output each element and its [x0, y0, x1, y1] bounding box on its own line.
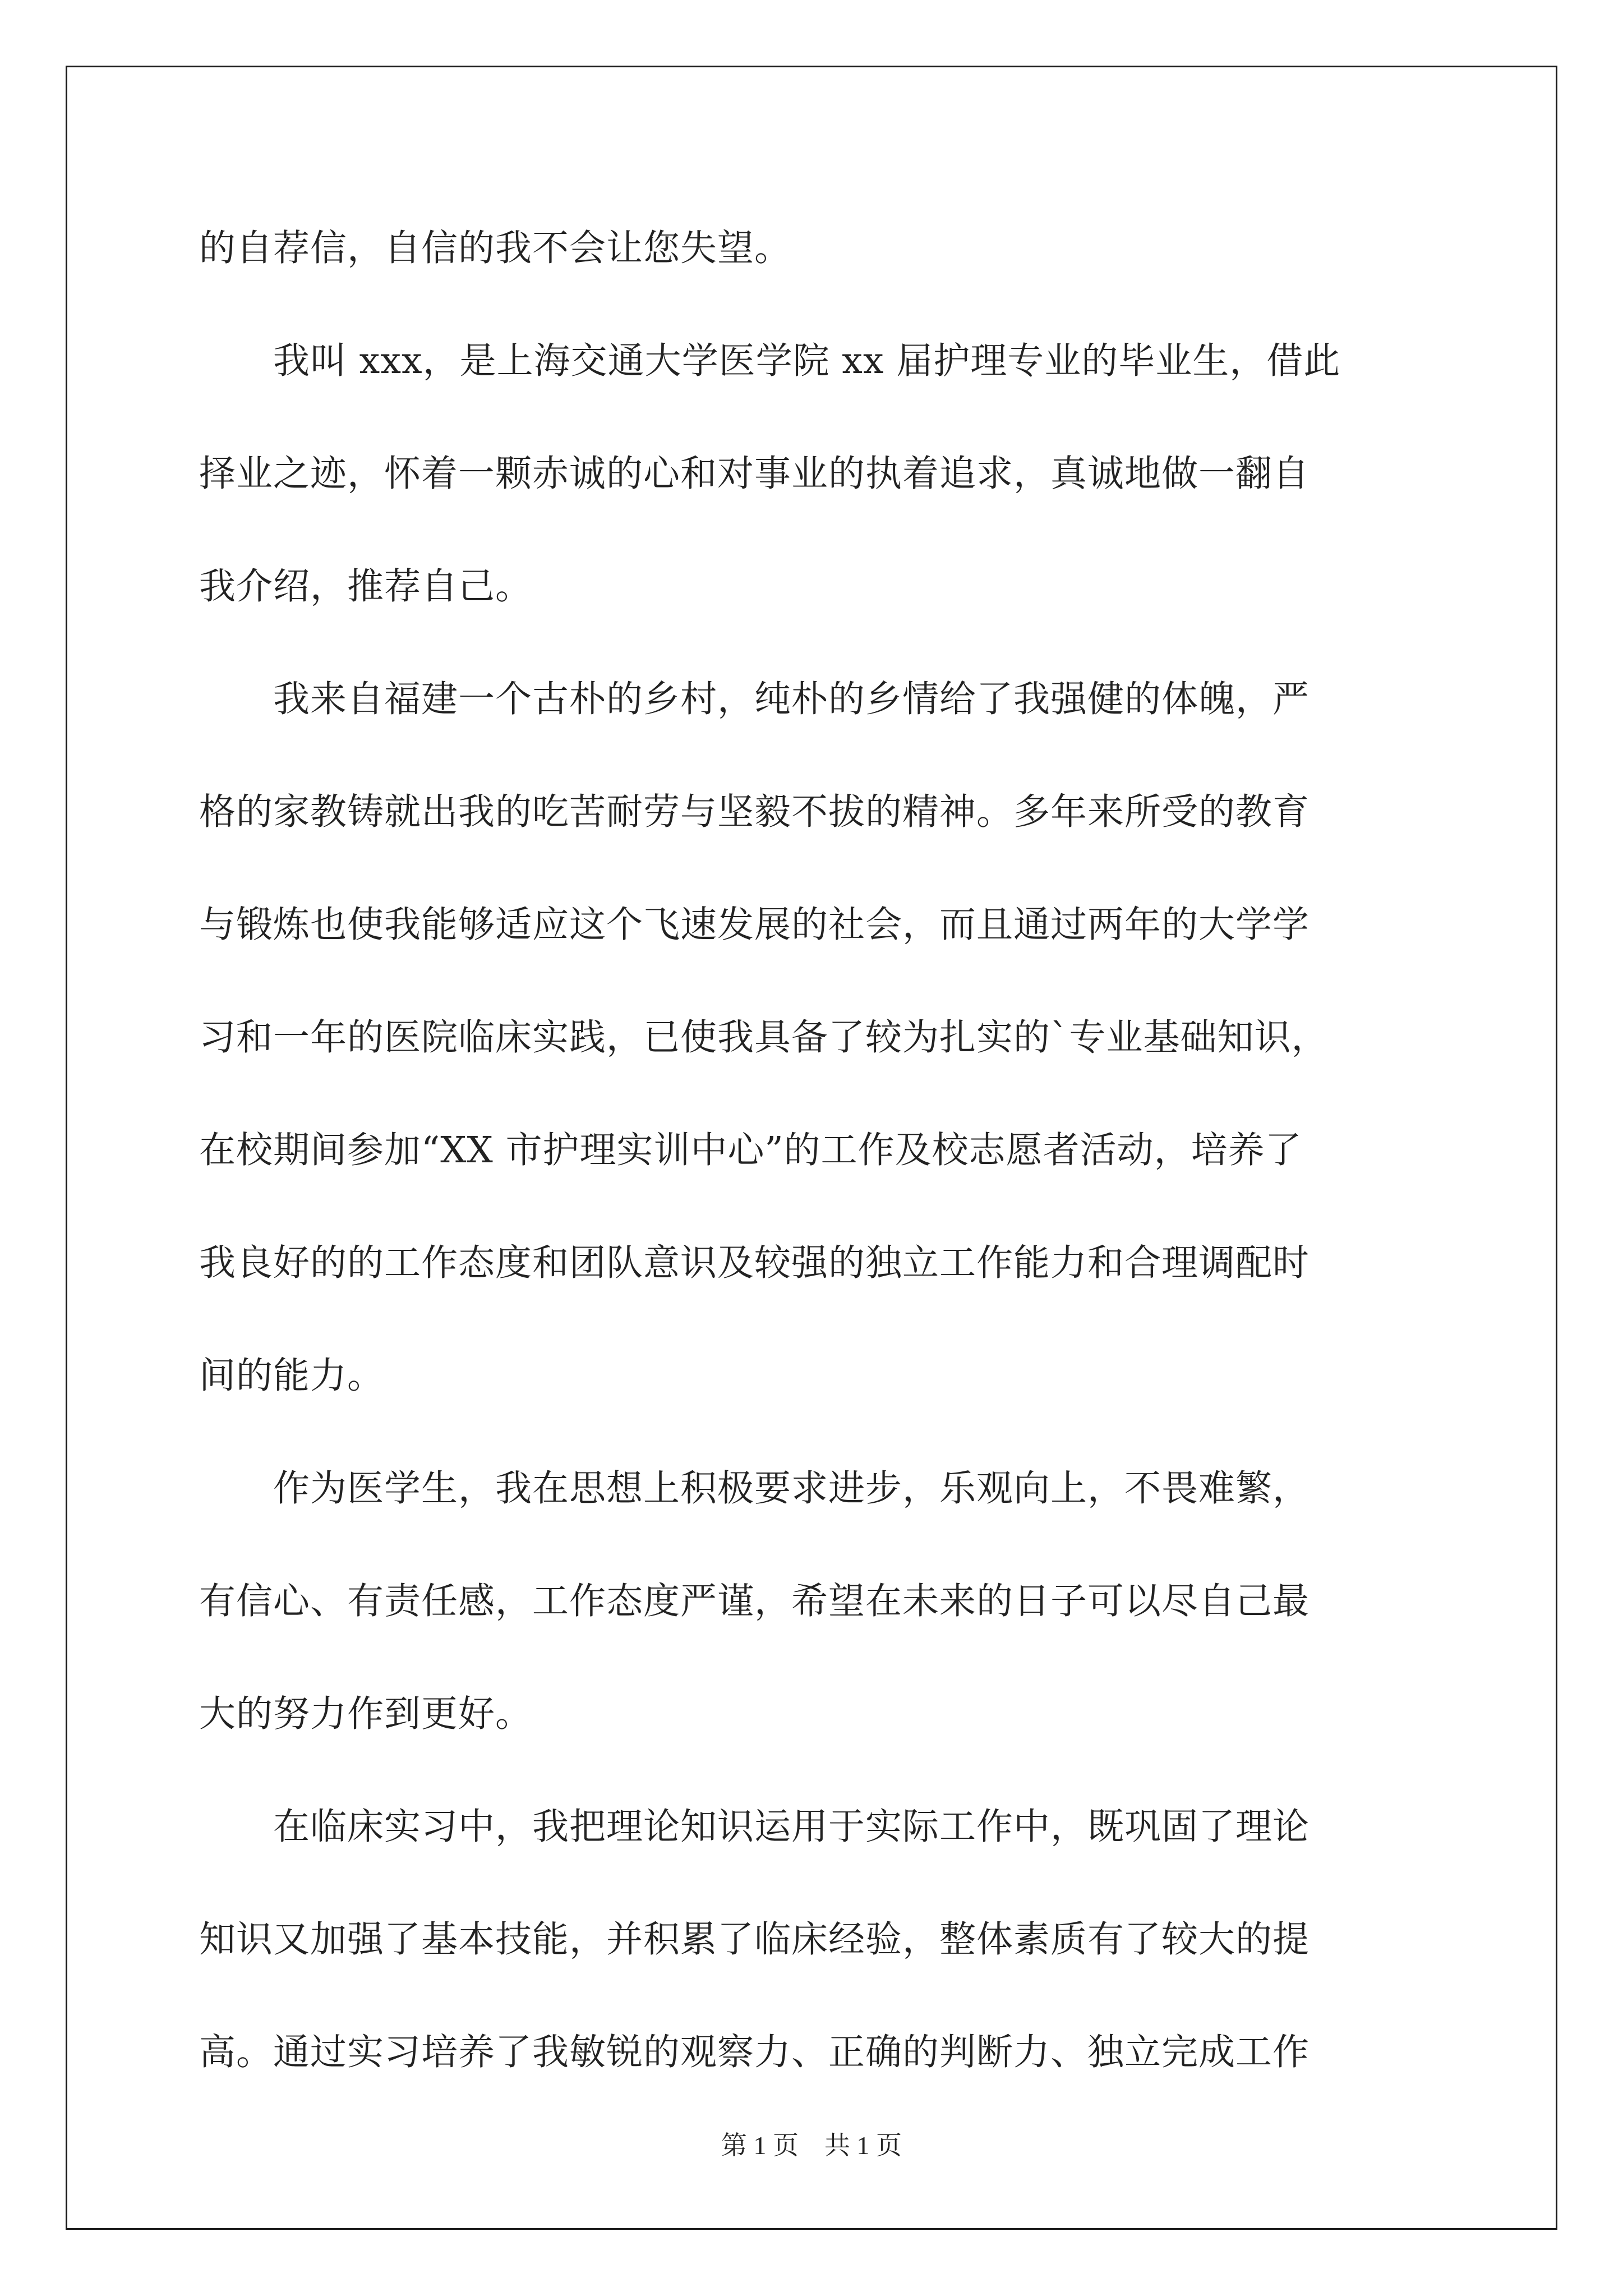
text-line: 在临床实习中，我把理论知识运用于实际工作中，既巩固了理论: [199, 1806, 1310, 1848]
text-line: 在校期间参加“XX 市护理实训中心”的工作及校志愿者活动，培养了: [199, 1129, 1302, 1171]
text-line: 高。通过实习培养了我敏锐的观察力、正确的判断力、独立完成工作: [199, 2031, 1310, 2073]
text-line: 大的努力作到更好。: [199, 1693, 533, 1735]
text-line: 我来自福建一个古朴的乡村，纯朴的乡情给了我强健的体魄，严: [199, 678, 1310, 720]
text-line: 知识又加强了基本技能，并积累了临床经验，整体素质有了较大的提: [199, 1918, 1310, 1961]
text-line: 我良好的的工作态度和团队意识及较强的独立工作能力和合理调配时: [199, 1242, 1310, 1284]
text-line: 我介绍，推荐自己。: [199, 565, 533, 608]
text-line: 习和一年的医院临床实践，已使我具备了较为扎实的`专业基础知识，: [199, 1016, 1329, 1059]
text-line: 我叫 xxx，是上海交通大学医学院 xx 届护理专业的毕业生，借此: [199, 340, 1341, 382]
text-line: 作为医学生，我在思想上积极要求进步，乐观向上，不畏难繁，: [199, 1467, 1310, 1510]
page-number-footer: 第 1 页 共 1 页: [721, 2131, 902, 2160]
text-line: 间的能力。: [199, 1355, 385, 1397]
text-line: 格的家教铸就出我的吃苦耐劳与坚毅不拔的精神。多年来所受的教育: [199, 791, 1310, 833]
text-line: 的自荐信，自信的我不会让您失望。: [199, 227, 792, 269]
text-line: 择业之迹，怀着一颗赤诚的心和对事业的执着追求，真诚地做一翻自: [199, 453, 1310, 495]
text-line: 有信心、有责任感，工作态度严谨，希望在未来的日子可以尽自己最: [199, 1580, 1310, 1622]
text-line: 与锻炼也使我能够适应这个飞速发展的社会，而且通过两年的大学学: [199, 904, 1310, 946]
